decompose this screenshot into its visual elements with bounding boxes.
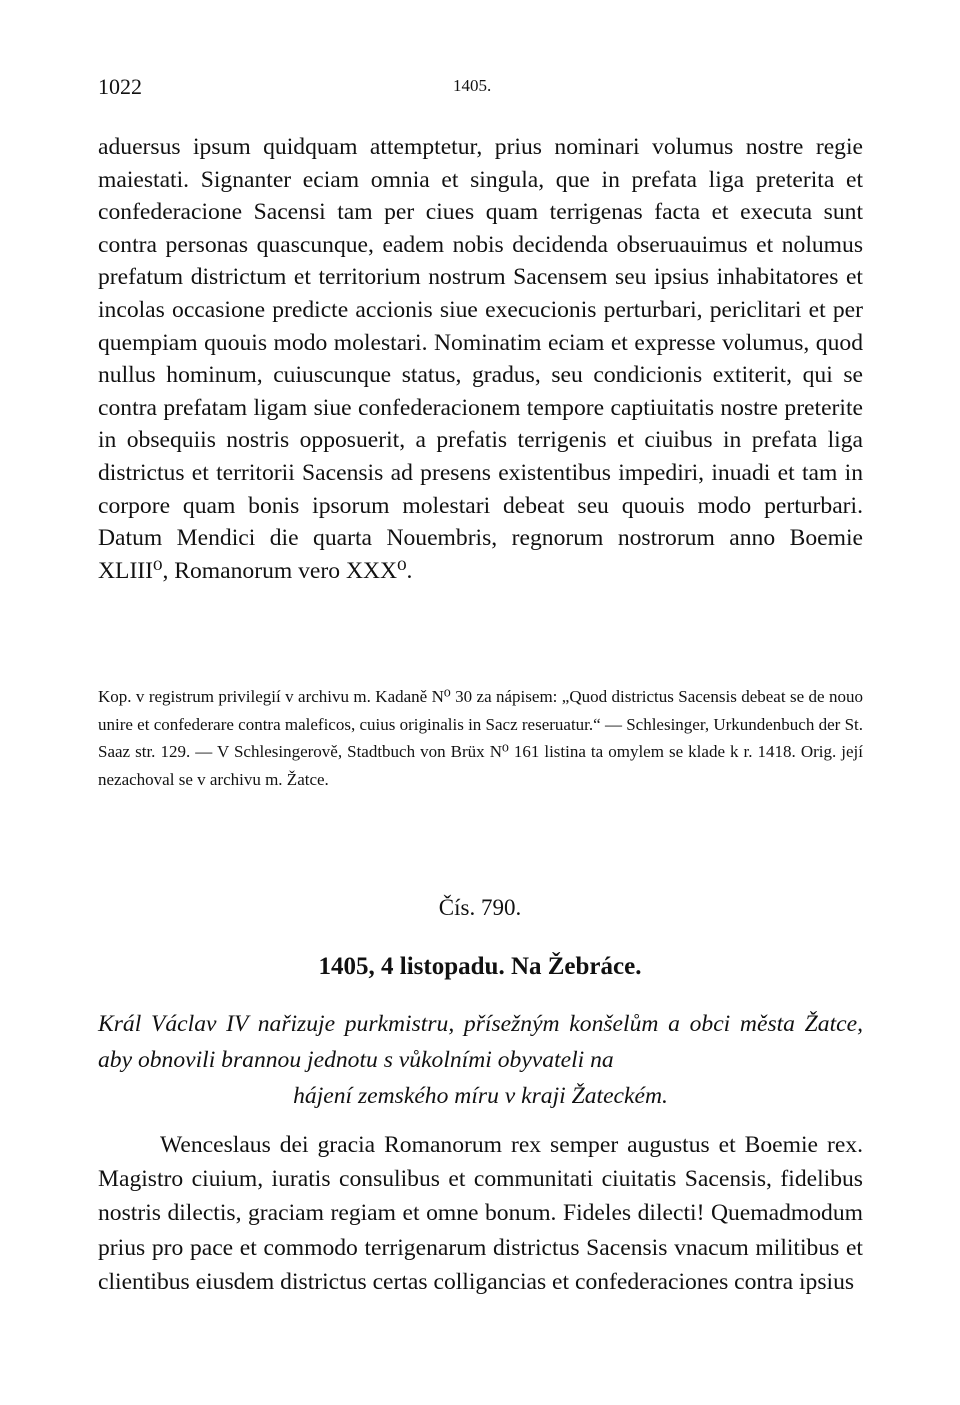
page-number: 1022 — [98, 74, 142, 99]
document-date-place: 1405, 4 listopadu. Na Žebráce. — [318, 953, 642, 980]
main-paragraph: aduersus ipsum quidquam attemptetur, prius nominari volumus nostre regie maiestati. Signanter eciam omnia et singula, que in prefata liga preterita et confederacione Sacensi tam per ciues quam terrigenas facta et executa sunt contra personas quascunque, eadem nobis decidenda obseruauimus et nolumus prefatum districtum et territorium nostrum Sacensem seu ipsius inhabitatores et incolas occasione predicte accionis siue execucionis perturbari, periclitari et per quempiam quouis modo molestari. Nominatim eciam et expresse volumus, quod nullus hominum, cuiuscunque status, gradus, seu condicionis extiterit, qui se contra prefatam ligam siue confederacionem tempore captiuitatis nostre preterite in obsequiis nostris opposuerit, a prefatis terrigenis et ciuibus in prefata liga districtus et territorii Sacensis ad presens existentibus impediri, inuadi et tam in corpore quam bonis ipsorum molestari debeat seu quouis modo perturbari. Datum Mendici die quarta Nouembris, regnorum nostrorum anno Boemie XLIII⁰, Romanorum vero XXX⁰. — [98, 134, 863, 584]
page-header — [98, 74, 860, 102]
charter-paragraph: Wenceslaus dei gracia Romanorum rex semper augustus et Boemie rex. Magistro ciuium, iuratis consulibus et communitati ciuitatis Sacensis, fidelibus nostris dilectis, graciam regiam et omne bonum. Fideles dilecti! Quemadmodum prius pro pace et commodo terrigenarum districtus Sacensis vnacum militibus et clientibus eiusdem districtus certas colligancias et confederaciones contra ipsius — [98, 1132, 863, 1295]
regest-main: Král Václav IV nařizuje purkmistru, přísežným konšelům a obci města Žatce, aby obnovili brannou jednotu s vůkolními obyvateli na — [98, 1011, 863, 1073]
regest-last-line: hájení zemského míru v kraji Žateckém. — [293, 1083, 668, 1109]
document-regest — [98, 1006, 863, 1114]
running-head-year: 1405. — [453, 76, 492, 95]
document-number: Čís. 790. — [438, 895, 522, 920]
editorial-note: Kop. v registrum privilegií v archivu m. Kadaně N⁰ 30 za nápisem: „Quod districtus Sacensis debeat se de nouo unire et confederare contra maleficos, cuius originalis in Sacz reseruatur.“ — Schlesinger, Urkundenbuch der St. Saaz str. 129. — V Schlesingerově, Stadtbuch von Brüx N⁰ 161 listina ta omylem se klade k r. 1418. Orig. její nezachoval se v archivu m. Žatce. — [98, 687, 863, 789]
charter-text-block — [98, 1128, 863, 1299]
main-text-block — [98, 131, 863, 587]
